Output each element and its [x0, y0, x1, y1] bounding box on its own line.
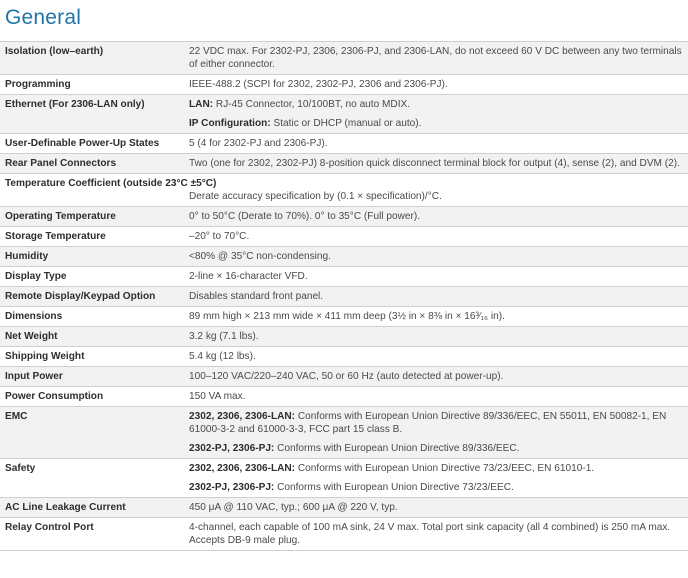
table-row	[0, 307, 688, 327]
table-row	[0, 287, 688, 307]
row-value: 2-line × 16-character VFD.	[185, 267, 688, 287]
row-label: Relay Control Port	[0, 518, 185, 551]
row-value: –20° to 70°C.	[185, 227, 688, 247]
table-row	[0, 518, 688, 551]
table-row	[0, 174, 688, 191]
row-label: Humidity	[0, 247, 185, 267]
row-label: Remote Display/Keypad Option	[0, 287, 185, 307]
row-label: User-Definable Power-Up States	[0, 134, 185, 154]
safety-text-2: Conforms with European Union Directive 73/23/EEC.	[277, 482, 514, 493]
row-value: Derate accuracy specification by (0.1 × specification)/°C.	[189, 191, 442, 202]
table-row	[0, 387, 688, 407]
table-row	[0, 407, 688, 459]
row-value: <80% @ 35°C non-condensing.	[185, 247, 688, 267]
safety-models-2: 2302-PJ, 2306-PJ:	[189, 482, 275, 493]
lan-value: RJ-45 Connector, 10/100BT, no auto MDIX.	[215, 99, 411, 110]
row-value: 22 VDC max. For 2302-PJ, 2306, 2306-PJ, and 2306-LAN, do not exceed 60 V DC between any two terminals of either connector.	[185, 42, 688, 75]
safety-models-1: 2302, 2306, 2306-LAN:	[189, 463, 296, 474]
safety-text-1: Conforms with European Union Directive 73/23/EEC, EN 61010-1.	[297, 463, 595, 474]
row-value: IEEE-488.2 (SCPI for 2302, 2302-PJ, 2306 and 2306-PJ).	[185, 75, 688, 95]
table-row	[0, 459, 688, 498]
emc-models-2: 2302-PJ, 2306-PJ:	[189, 443, 275, 454]
row-value: 450 μA @ 110 VAC, typ.; 600 μA @ 220 V, typ.	[185, 498, 688, 518]
row-value: 150 VA max.	[185, 387, 688, 407]
table-row	[0, 227, 688, 247]
row-value: 89 mm high × 213 mm wide × 411 mm deep (3½ in × 8⅜ in × 16³⁄₁₆ in).	[185, 307, 688, 327]
row-label: Input Power	[0, 367, 185, 387]
emc-text-2: Conforms with European Union Directive 89/336/EEC.	[277, 443, 520, 454]
table-row	[0, 95, 688, 134]
row-value	[185, 459, 688, 498]
ip-value: Static or DHCP (manual or auto).	[273, 118, 422, 129]
row-label: Temperature Coefficient (outside 23°C ±5°C)	[0, 174, 688, 191]
table-row	[0, 267, 688, 287]
table-row	[0, 190, 688, 207]
row-label: Programming	[0, 75, 185, 95]
row-value: Disables standard front panel.	[185, 287, 688, 307]
row-value	[185, 407, 688, 459]
table-row	[0, 498, 688, 518]
row-label: Operating Temperature	[0, 207, 185, 227]
row-label: Storage Temperature	[0, 227, 185, 247]
row-label: EMC	[0, 407, 185, 459]
row-label: Shipping Weight	[0, 347, 185, 367]
section-title: General	[5, 6, 82, 29]
row-label: Ethernet (For 2306-LAN only)	[0, 95, 185, 134]
row-value	[185, 95, 688, 134]
row-label: Dimensions	[0, 307, 185, 327]
row-label: Net Weight	[0, 327, 185, 347]
table-row	[0, 154, 688, 174]
table-row	[0, 42, 688, 75]
row-label: Isolation (low–earth)	[0, 42, 185, 75]
emc-text-1: Conforms with European Union Directive 89/336/EEC, EN 55011, EN 50082-1, EN 61000-3-2 and 61000-3-3, FCC part 15 class B.	[189, 411, 667, 435]
row-label: Rear Panel Connectors	[0, 154, 185, 174]
lan-label: LAN:	[189, 99, 214, 110]
row-label: Safety	[0, 459, 185, 498]
row-value: Two (one for 2302, 2302-PJ) 8-position quick disconnect terminal block for output (4), sense (2), and DVM (2).	[185, 154, 688, 174]
row-value: 100–120 VAC/220–240 VAC, 50 or 60 Hz (auto detected at power-up).	[185, 367, 688, 387]
spec-table	[0, 41, 688, 551]
table-row	[0, 134, 688, 154]
ip-label: IP Configuration:	[189, 118, 271, 129]
table-row	[0, 367, 688, 387]
row-value: 3.2 kg (7.1 lbs).	[185, 327, 688, 347]
row-label: Display Type	[0, 267, 185, 287]
table-row	[0, 75, 688, 95]
emc-models-1: 2302, 2306, 2306-LAN:	[189, 411, 296, 422]
table-row	[0, 347, 688, 367]
row-label: AC Line Leakage Current	[0, 498, 185, 518]
table-row	[0, 247, 688, 267]
table-row	[0, 327, 688, 347]
row-value: 5.4 kg (12 lbs).	[185, 347, 688, 367]
row-value: 0° to 50°C (Derate to 70%). 0° to 35°C (Full power).	[185, 207, 688, 227]
table-row	[0, 207, 688, 227]
row-label-spacer	[0, 190, 185, 207]
row-value: 4-channel, each capable of 100 mA sink, 24 V max. Total port sink capacity (all 4 combined) is 250 mA max. Accepts DB-9 male plug.	[185, 518, 688, 551]
row-value: 5 (4 for 2302-PJ and 2306-PJ).	[185, 134, 688, 154]
row-label: Power Consumption	[0, 387, 185, 407]
